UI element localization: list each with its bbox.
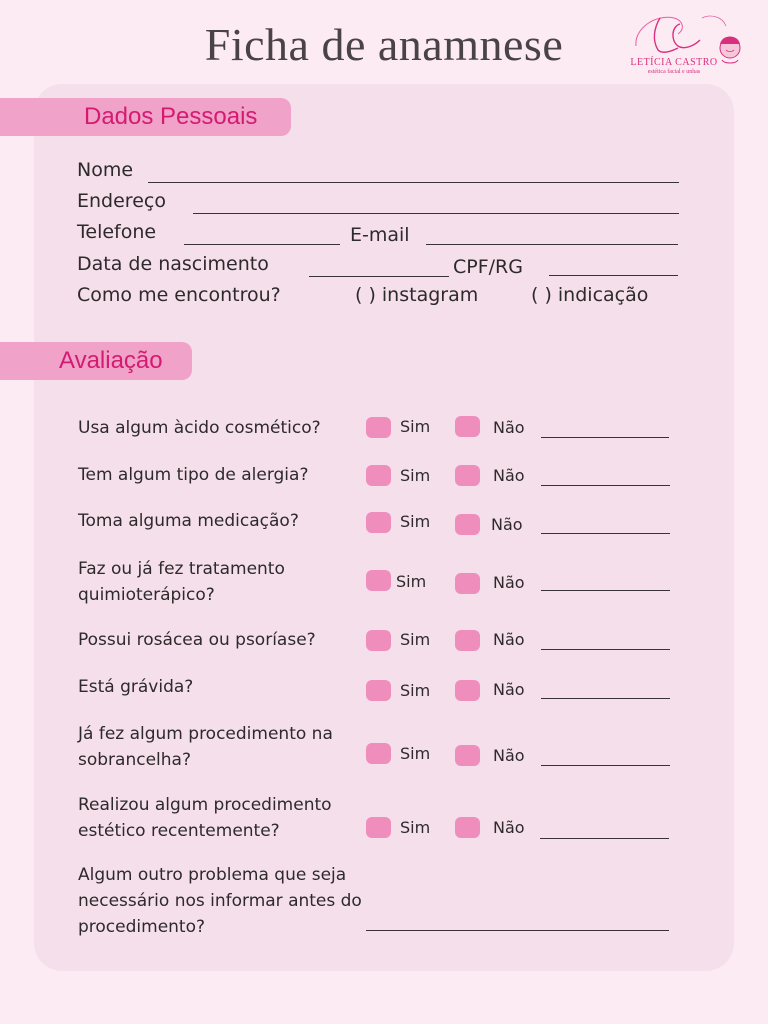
phone-label: Telefone [77,221,157,243]
email-field[interactable] [426,244,678,245]
answer-line[interactable] [540,838,669,839]
no-label: Não [491,515,523,534]
question-text: Algum outro problema que seja necessário nos informar antes do procedimento? [78,865,362,937]
question-text: Já fez algum procedimento na sobrancelha? [78,724,333,770]
yes-checkbox[interactable] [366,570,391,591]
address-field[interactable] [193,213,679,214]
name-label: Nome [77,159,134,181]
no-label: Não [493,418,525,437]
found-me-label: Como me encontrou? [77,284,281,306]
question-text: Toma alguma medicação? [78,511,299,531]
yes-checkbox[interactable] [366,630,391,651]
yes-checkbox[interactable] [366,465,391,486]
answer-line[interactable] [541,533,670,534]
yes-label: Sim [396,572,427,591]
no-label: Não [493,818,525,837]
logo-name: LETÍCIA CASTRO [630,57,718,68]
yes-label: Sim [400,466,431,485]
no-checkbox[interactable] [455,514,480,535]
no-checkbox[interactable] [455,745,480,766]
yes-label: Sim [400,630,431,649]
question-text: Possui rosácea ou psoríase? [78,630,316,650]
answer-line[interactable] [541,485,670,486]
yes-label: Sim [400,681,431,700]
no-checkbox[interactable] [455,680,480,701]
yes-checkbox[interactable] [366,743,391,764]
question-text: Usa algum àcido cosmético? [78,418,321,438]
no-checkbox[interactable] [455,416,480,437]
answer-line[interactable] [541,649,670,650]
answer-line[interactable] [366,930,669,931]
no-label: Não [493,630,525,649]
question-text: Tem algum tipo de alergia? [78,465,309,485]
answer-line[interactable] [541,437,669,438]
no-label: Não [493,680,525,699]
logo-subtitle: estética facial e unhas [647,69,701,75]
no-checkbox[interactable] [455,817,480,838]
cpf-rg-field[interactable] [549,275,678,276]
address-label: Endereço [77,190,166,212]
yes-checkbox[interactable] [366,417,391,438]
yes-label: Sim [400,512,431,531]
no-checkbox[interactable] [455,465,480,486]
yes-label: Sim [400,744,431,763]
instagram-option[interactable]: ( ) instagram [355,284,479,306]
answer-line[interactable] [541,765,670,766]
yes-label: Sim [400,818,431,837]
question-text: Realizou algum procedimento estético recentemente? [78,795,332,841]
no-label: Não [493,746,525,765]
yes-checkbox[interactable] [366,817,391,838]
no-checkbox[interactable] [455,573,480,594]
no-checkbox[interactable] [455,630,480,651]
yes-checkbox[interactable] [366,680,391,701]
brand-logo [626,6,746,78]
name-field[interactable] [148,182,679,183]
question-text: Está grávida? [78,677,194,697]
section-evaluation-heading: Avaliação [0,342,192,380]
email-label: E-mail [350,224,410,246]
page-title: Ficha de anamnese [204,19,564,70]
question-text: Faz ou já fez tratamento quimioterápico? [78,559,285,605]
birthdate-field[interactable] [309,276,449,277]
phone-field[interactable] [184,244,340,245]
answer-line[interactable] [541,590,670,591]
cpf-rg-label: CPF/RG [453,256,523,278]
no-label: Não [493,466,525,485]
referral-option[interactable]: ( ) indicação [531,284,649,306]
answer-line[interactable] [541,698,670,699]
yes-checkbox[interactable] [366,512,391,533]
section-personal-heading: Dados Pessoais [0,98,291,136]
birthdate-label: Data de nascimento [77,253,269,275]
yes-label: Sim [400,417,431,436]
no-label: Não [493,573,525,592]
